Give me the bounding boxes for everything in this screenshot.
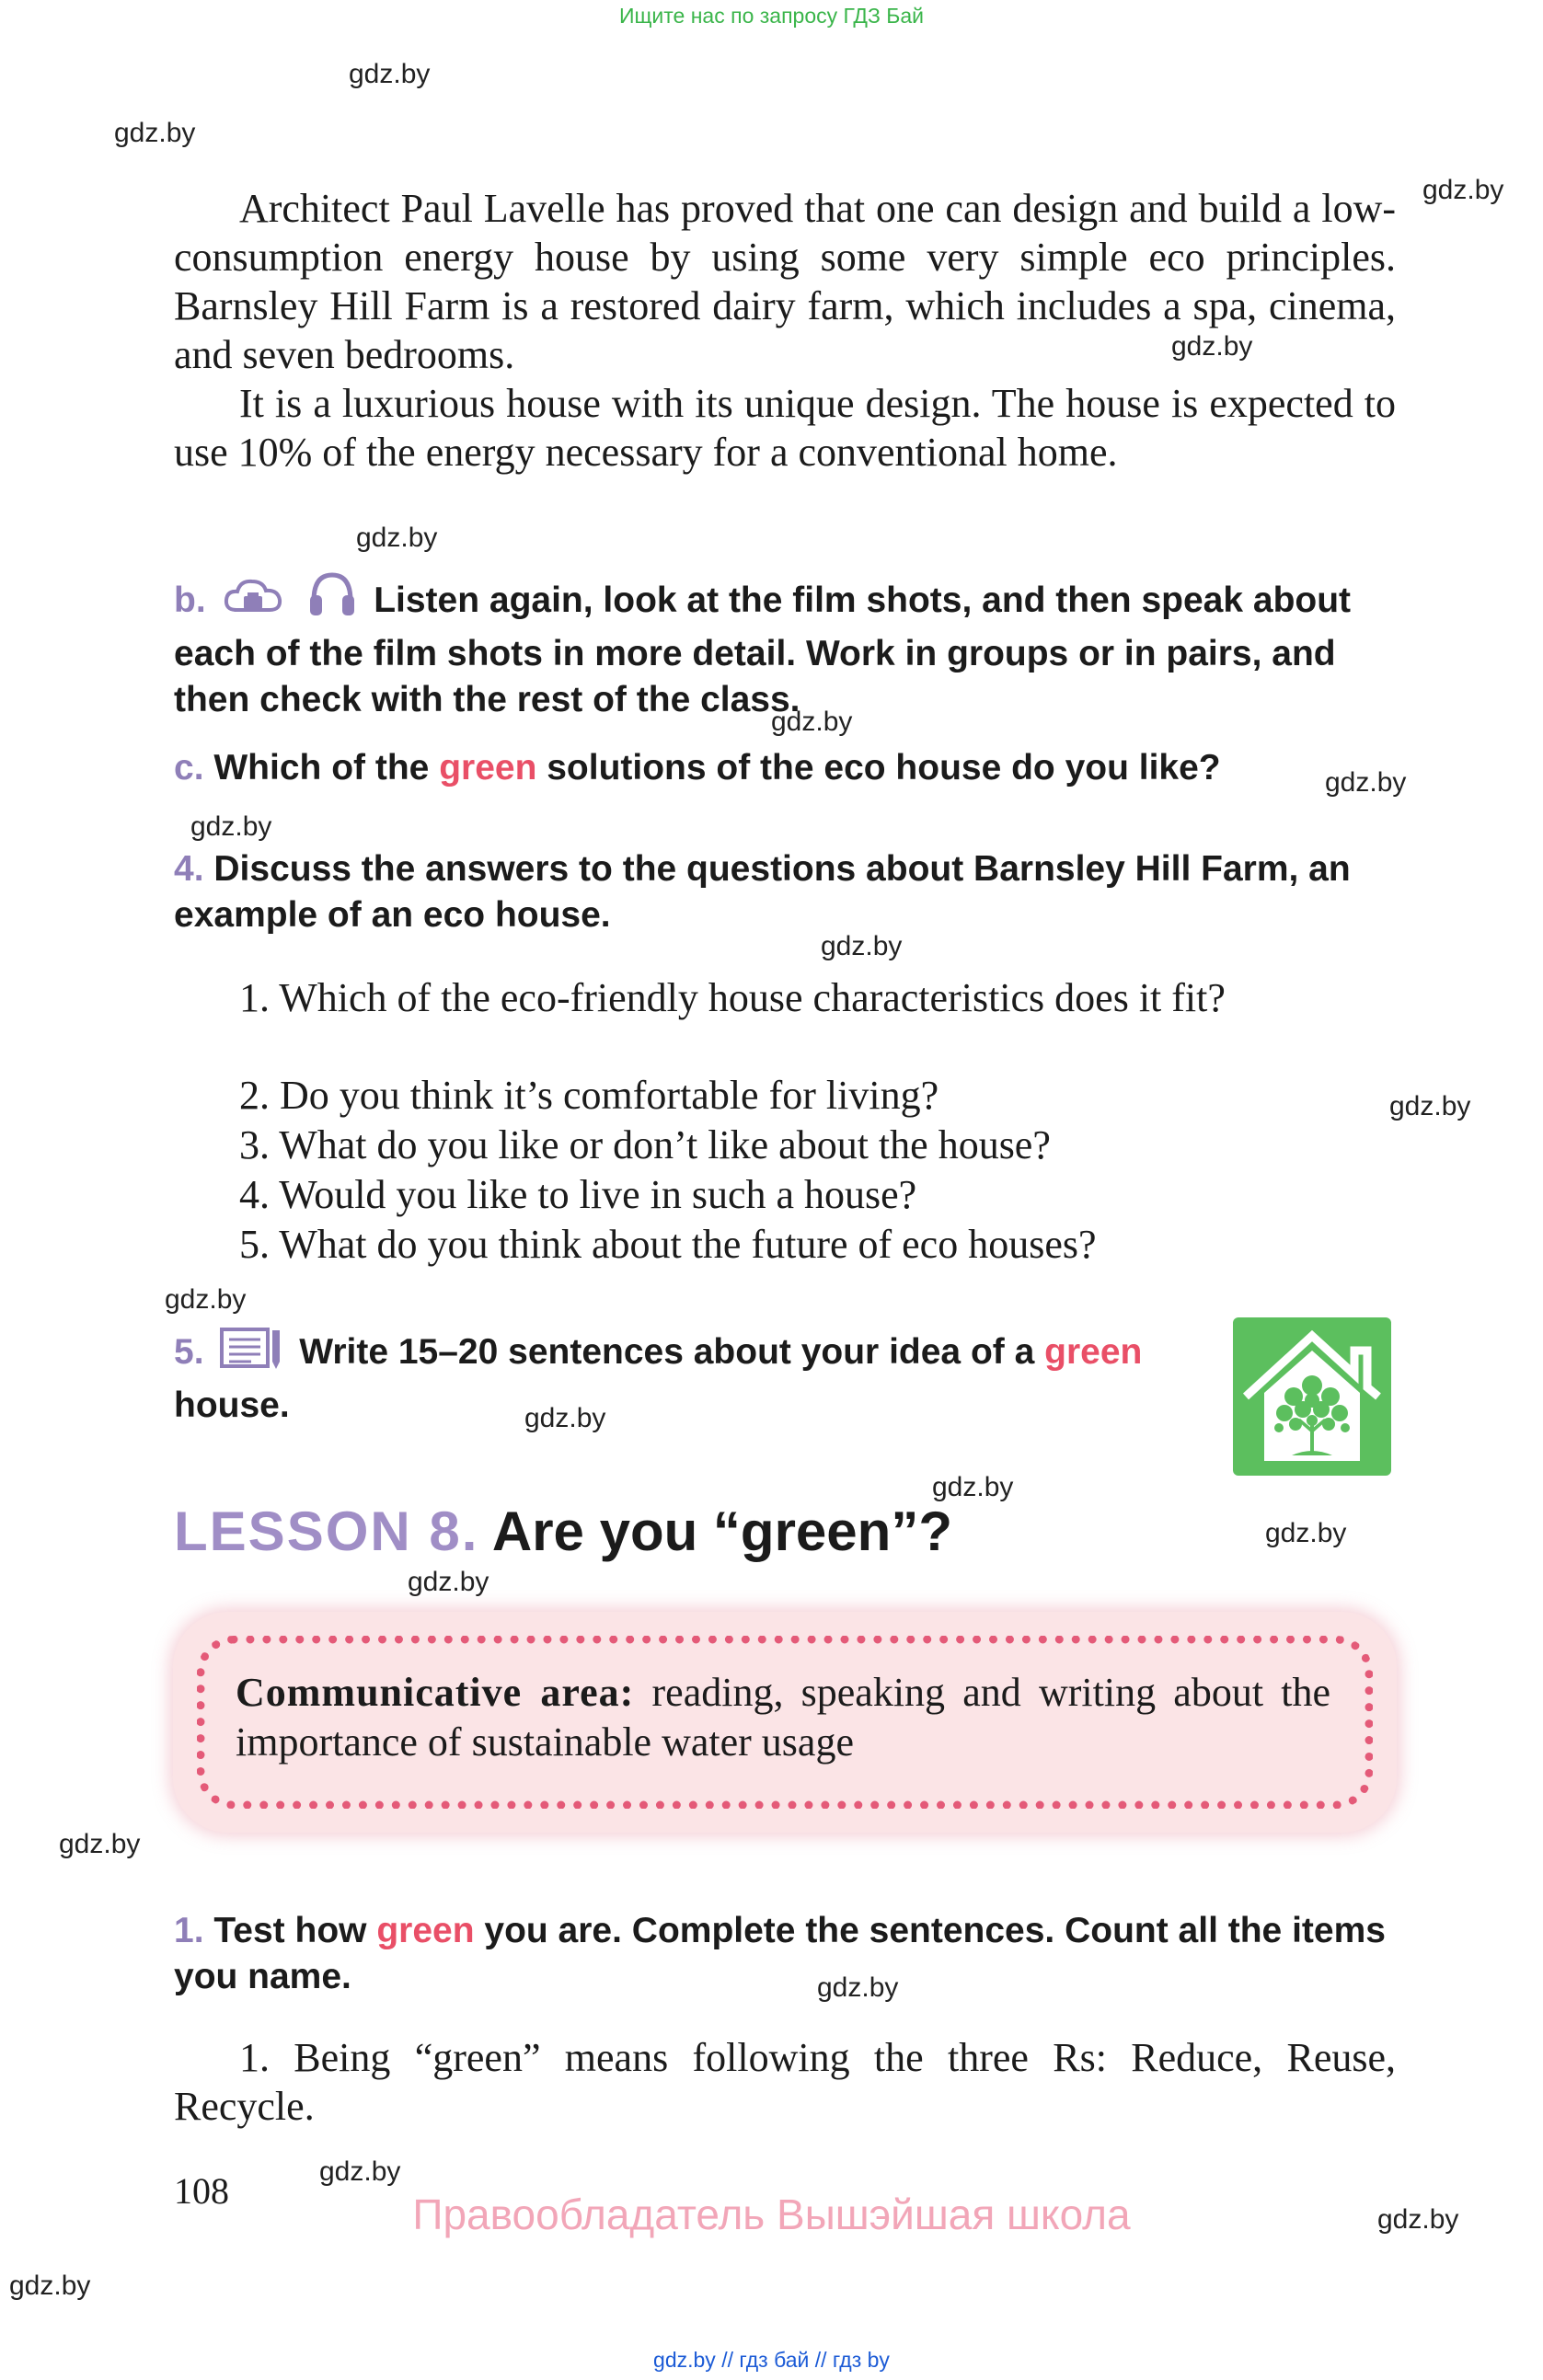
communicative-area-label: Communicative area: bbox=[236, 1670, 635, 1715]
page-number: 108 bbox=[174, 2170, 229, 2212]
watermark: gdz.by bbox=[1171, 331, 1253, 362]
watermark: gdz.by bbox=[817, 1972, 899, 2003]
intro-paragraph-2: It is a luxurious house with its unique design. The house is expected to use 10% of the energy necessary for a conventional home. bbox=[174, 381, 1396, 475]
task-1-number: 1. bbox=[174, 1911, 204, 1950]
lesson-label: LESSON 8. bbox=[174, 1500, 479, 1562]
eco-house-tree-icon bbox=[1233, 1317, 1391, 1476]
copyright-holder: Правообладатель Вышэйшая школа bbox=[412, 2190, 1131, 2238]
watermark: gdz.by bbox=[932, 1472, 1014, 1502]
top-banner[interactable]: Ищите нас по запросу ГДЗ Бай bbox=[618, 4, 925, 28]
task-c: c. Which of the green solutions of the eco house do you like? bbox=[174, 748, 1221, 788]
footer-links[interactable]: gdz.by // гдз бай // гдз by bbox=[653, 2348, 890, 2372]
cloud-icon bbox=[222, 573, 286, 631]
question-3: 3. What do you like or don’t like about the house? bbox=[239, 1122, 1051, 1167]
watermark: gdz.by bbox=[771, 707, 853, 737]
task-1: 1. Test how green you are. Complete the sentences. Count all the items you name. bbox=[174, 1911, 1386, 1996]
watermark: gdz.by bbox=[319, 2156, 401, 2187]
question-2: 2. Do you think it’s comfortable for living? bbox=[239, 1073, 939, 1118]
notebook-pencil-icon bbox=[219, 1327, 283, 1383]
green-word: green bbox=[376, 1911, 475, 1950]
watermark: gdz.by bbox=[190, 811, 272, 842]
watermark: gdz.by bbox=[165, 1284, 247, 1315]
watermark: gdz.by bbox=[9, 2271, 91, 2301]
question-4: 4. Would you like to live in such a house? bbox=[239, 1172, 917, 1217]
watermark: gdz.by bbox=[408, 1567, 489, 1597]
task-b-letter: b. bbox=[174, 581, 206, 620]
task-5: 5. Write 15–20 sentences about your idea of a green house. bbox=[174, 1327, 1204, 1429]
watermark: gdz.by bbox=[349, 59, 431, 89]
watermark: gdz.by bbox=[524, 1403, 606, 1433]
task-4-number: 4. bbox=[174, 849, 204, 889]
task-4: 4. Discuss the answers to the questions about Barnsley Hill Farm, an example of an eco house. bbox=[174, 849, 1351, 935]
watermark: gdz.by bbox=[59, 1829, 141, 1859]
watermark: gdz.by bbox=[1325, 767, 1407, 798]
watermark: gdz.by bbox=[356, 523, 438, 553]
intro-paragraph-1: Architect Paul Lavelle has proved that one can design and build a low-consumption energy house by using some very simple eco principles. Barnsley Hill Farm is a restored dairy farm, which includes a spa, cinema, and seven bedrooms. bbox=[174, 186, 1396, 377]
question-5: 5. What do you think about the future of eco houses? bbox=[239, 1222, 1097, 1267]
watermark: gdz.by bbox=[821, 931, 903, 961]
communicative-area-text: Communicative area: reading, speaking and writing about the importance of sustainable water usage bbox=[236, 1670, 1331, 1765]
task-b: b. Listen again, look at the film shots, and then speak about each of the film shots in more detail. Work in groups or in pairs, and then check with the rest of the class. bbox=[174, 568, 1396, 723]
watermark: gdz.by bbox=[1389, 1091, 1471, 1121]
watermark: gdz.by bbox=[114, 118, 196, 148]
lesson-heading bbox=[174, 1500, 952, 1563]
headphones-icon bbox=[306, 568, 358, 631]
watermark: gdz.by bbox=[1422, 175, 1504, 205]
task-c-letter: c. bbox=[174, 748, 204, 788]
task-5-number: 5. bbox=[174, 1332, 204, 1372]
green-word: green bbox=[439, 748, 537, 788]
question-1: 1. Which of the eco-friendly house characteristics does it fit? bbox=[239, 975, 1226, 1020]
watermark: gdz.by bbox=[1265, 1518, 1347, 1548]
watermark: gdz.by bbox=[1377, 2204, 1459, 2235]
task-1-item-1: 1. Being “green” means following the three Rs: Reduce, Reuse, Recycle. bbox=[174, 2035, 1396, 2129]
lesson-title: Are you “green”? bbox=[491, 1500, 952, 1562]
green-word: green bbox=[1044, 1332, 1143, 1372]
